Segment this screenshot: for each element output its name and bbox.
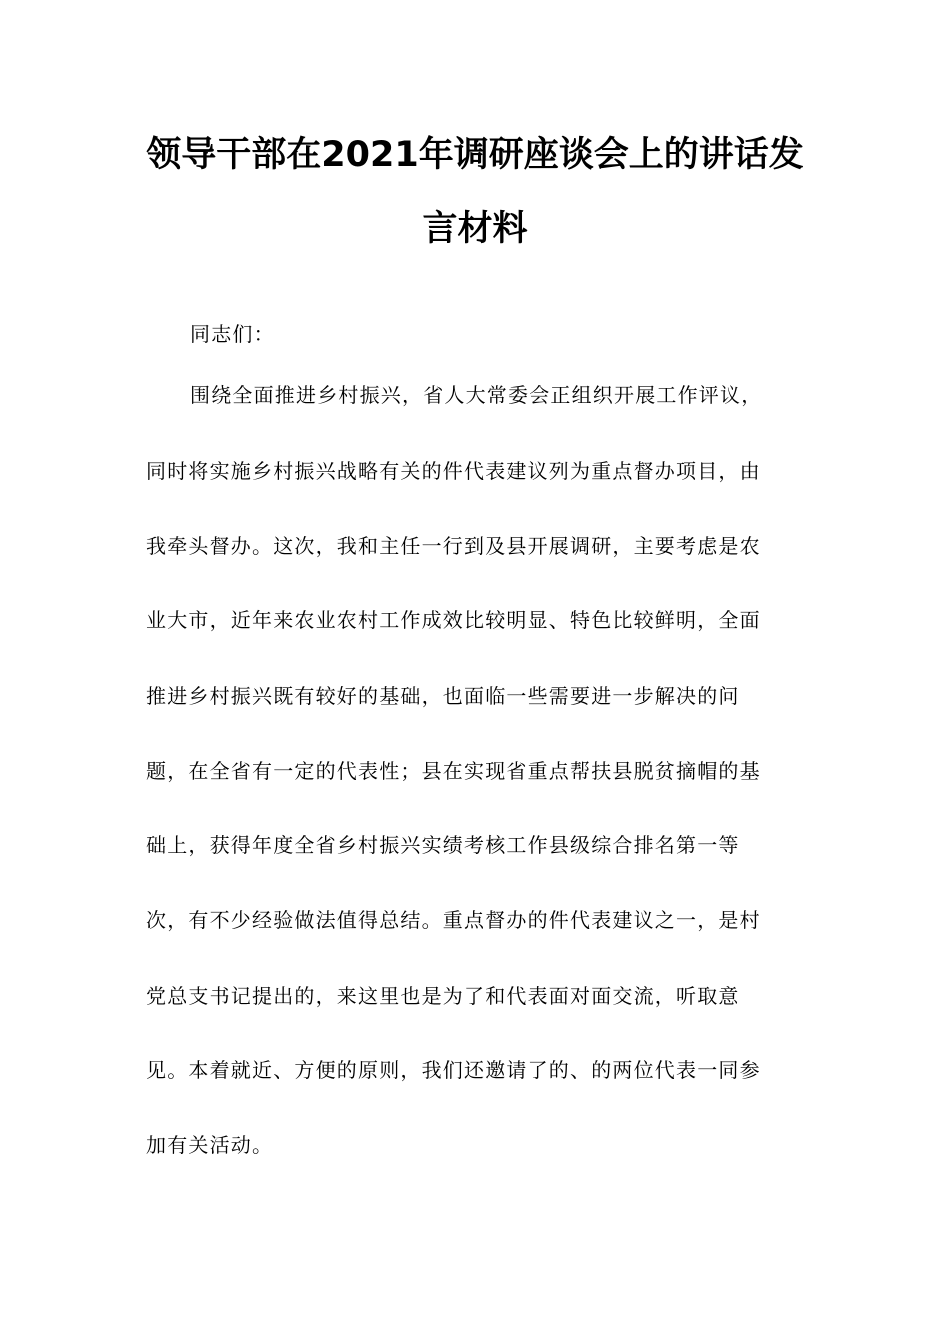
paragraph-line: 次，有不少经验做法值得总结。重点督办的件代表建议之一，是村 [146,908,761,932]
document-title-line-2: 言材料 [422,209,528,249]
paragraph-line: 党总支书记提出的，来这里也是为了和代表面对面交流，听取意 [146,984,740,1008]
paragraph-line: 业大市，近年来农业农村工作成效比较明显、特色比较鲜明，全面 [146,608,761,632]
document-title-line-1: 领导干部在2021年调研座谈会上的讲话发 [146,135,804,175]
paragraph-line: 推进乡村振兴既有较好的基础，也面临一些需要进一步解决的问 [146,684,740,708]
paragraph-line: 见。本着就近、方便的原则，我们还邀请了的、的两位代表一同参 [146,1058,761,1082]
paragraph-line: 同时将实施乡村振兴战略有关的件代表建议列为重点督办项目，由 [146,459,761,483]
paragraph-line: 围绕全面推进乡村振兴，省人大常委会正组织开展工作评议， [190,383,763,407]
paragraph-line: 我牵头督办。这次，我和主任一行到及县开展调研，主要考虑是农 [146,534,761,558]
paragraph-line: 题，在全省有一定的代表性；县在实现省重点帮扶县脱贫摘帽的基 [146,759,761,783]
paragraph-line: 础上，获得年度全省乡村振兴实绩考核工作县级综合排名第一等 [146,833,740,857]
paragraph-line: 加有关活动。 [146,1133,274,1157]
greeting: 同志们： [190,322,275,346]
